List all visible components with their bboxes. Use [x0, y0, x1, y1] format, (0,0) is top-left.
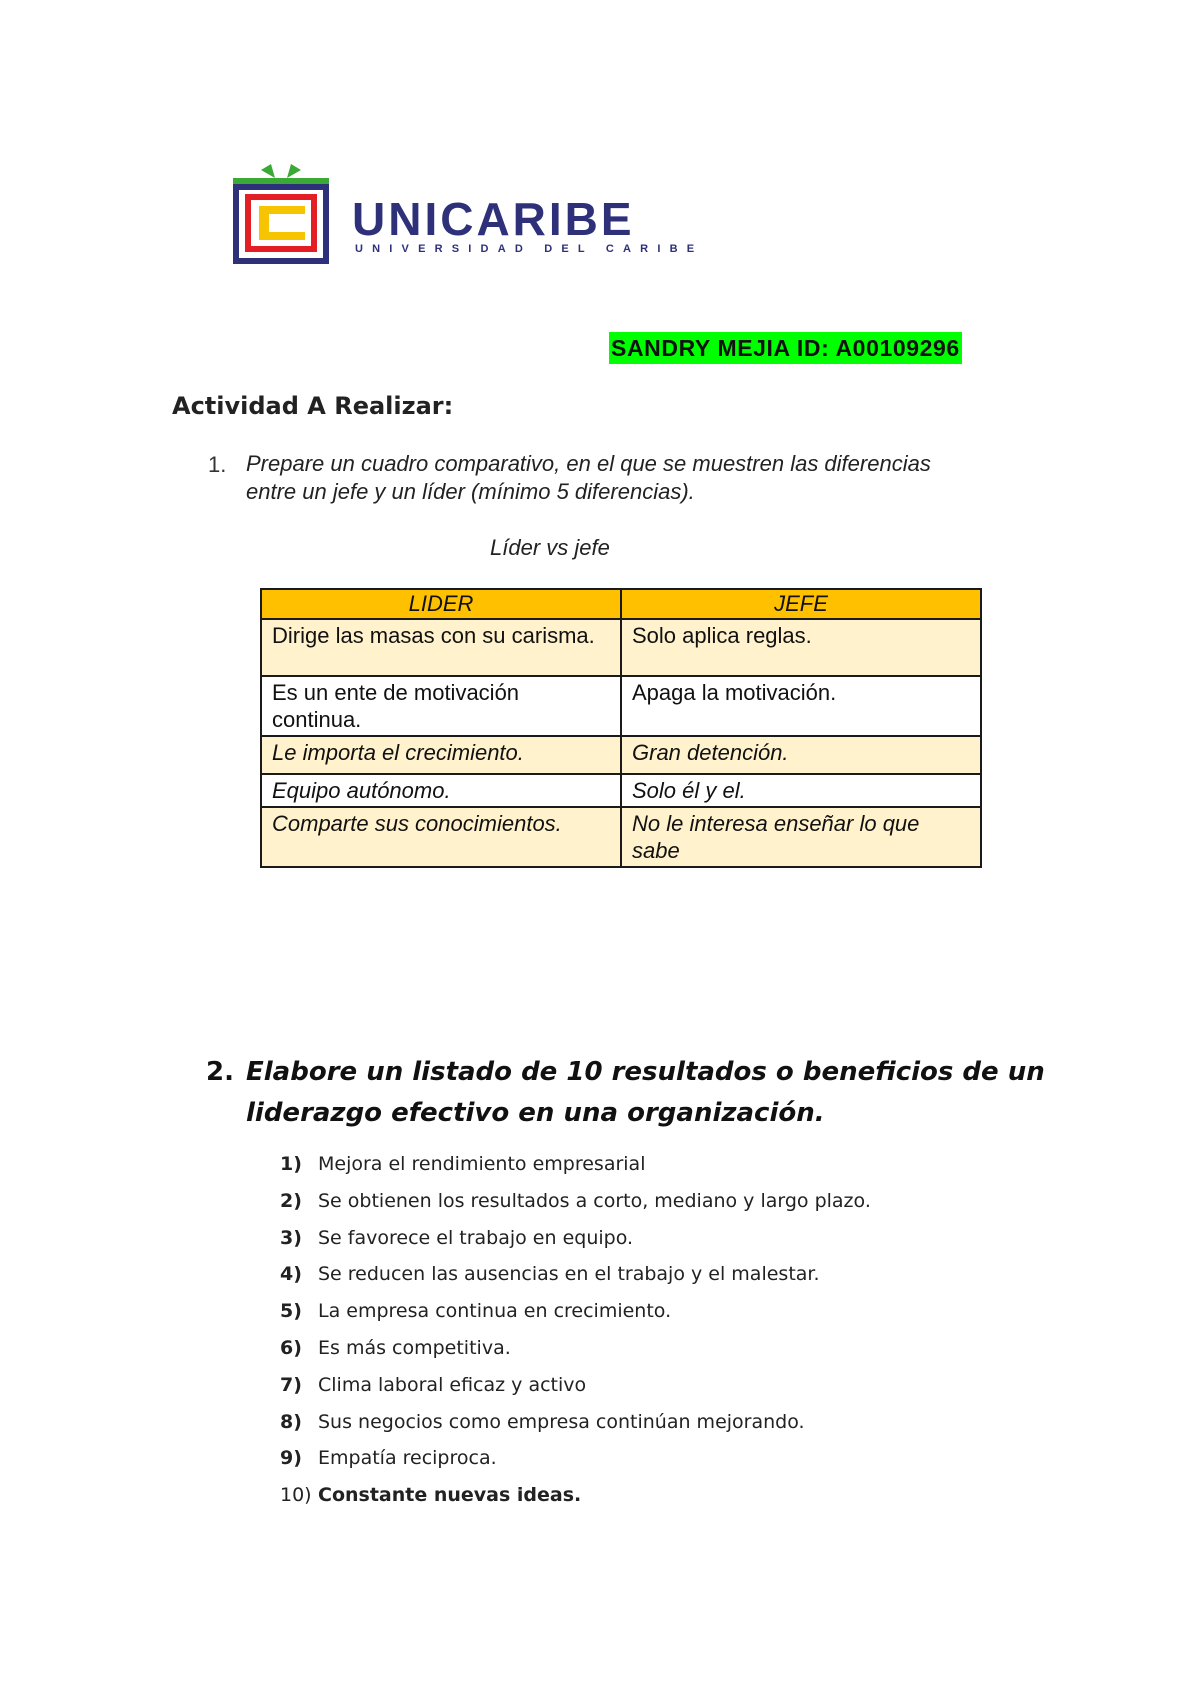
list-item-number: 4) — [280, 1263, 302, 1286]
list-item — [280, 1297, 1080, 1334]
list-item-number: 1) — [280, 1153, 302, 1175]
logo-wordmark: UNICARIBE — [352, 193, 635, 245]
table-row — [261, 619, 981, 676]
benefits-list — [280, 1150, 1080, 1518]
list-item — [280, 1371, 1080, 1408]
list-item — [280, 1224, 1080, 1261]
list-item-number: 2) — [280, 1189, 302, 1212]
question-1-text: Prepare un cuadro comparativo, en el que se muestren las diferencias entre un jefe y un líder (mínimo 5 diferencias). — [246, 451, 931, 504]
comparison-table — [260, 588, 982, 868]
unicaribe-logo-icon — [225, 160, 337, 270]
cell-lider: Dirige las masas con su carisma. — [261, 619, 621, 676]
list-item — [280, 1334, 1080, 1371]
cell-jefe: Solo aplica reglas. — [621, 619, 981, 676]
cell-lider: Comparte sus conocimientos. — [261, 807, 621, 867]
table-row — [261, 807, 981, 867]
list-item-text: Clima laboral eficaz y activo — [318, 1373, 587, 1396]
cell-jefe: No le interesa enseñar lo que sabe — [621, 807, 981, 867]
list-item-text: Se favorece el trabajo en equipo. — [318, 1226, 634, 1249]
table-header-row — [261, 589, 981, 619]
list-item-text: Empatía reciproca. — [318, 1447, 497, 1470]
list-item-text: Se reducen las ausencias en el trabajo y el malestar. — [318, 1263, 820, 1286]
list-item-text: Mejora el rendimiento empresarial — [318, 1153, 646, 1175]
activity-heading: Actividad A Realizar: — [172, 392, 454, 420]
list-item — [280, 1260, 1080, 1297]
list-item — [280, 1444, 1080, 1481]
list-item-number: 9) — [280, 1447, 302, 1470]
table-row — [261, 774, 981, 807]
cell-jefe: Gran detención. — [621, 736, 981, 774]
list-item-number: 6) — [280, 1336, 302, 1359]
list-item — [280, 1408, 1080, 1445]
student-id-label: SANDRY MEJIA ID: A00109296 — [609, 332, 962, 364]
header-jefe: JEFE — [621, 589, 981, 619]
cell-jefe: Apaga la motivación. — [621, 676, 981, 736]
list-item-text: Se obtienen los resultados a corto, mediano y largo plazo. — [318, 1189, 871, 1212]
list-item-number: 10) — [280, 1484, 312, 1507]
cell-lider: Es un ente de motivación continua. — [261, 676, 621, 736]
header-lider: LIDER — [261, 589, 621, 619]
list-item-number: 3) — [280, 1226, 302, 1249]
list-item — [280, 1187, 1080, 1224]
list-item-text: Constante nuevas ideas. — [318, 1484, 582, 1507]
question-1-number: 1. — [208, 452, 227, 477]
list-item-number: 5) — [280, 1300, 302, 1323]
list-item-number: 7) — [280, 1373, 302, 1396]
cell-lider: Equipo autónomo. — [261, 774, 621, 807]
question-2-number: 2. — [206, 1057, 234, 1087]
list-item — [280, 1481, 1080, 1518]
list-item-text: Sus negocios como empresa continúan mejorando. — [318, 1410, 805, 1433]
logo-subtitle: UNIVERSIDAD DEL CARIBE — [355, 243, 704, 255]
table-row — [261, 736, 981, 774]
cell-lider: Le importa el crecimiento. — [261, 736, 621, 774]
cell-jefe: Solo él y el. — [621, 774, 981, 807]
table-row — [261, 676, 981, 736]
list-item — [280, 1150, 1080, 1187]
question-2-text: Elabore un listado de 10 resultados o beneficios de un liderazgo efectivo en una organización. — [246, 1057, 1045, 1128]
list-item-text: La empresa continua en crecimiento. — [318, 1300, 672, 1323]
table-title: Líder vs jefe — [490, 535, 610, 560]
list-item-text: Es más competitiva. — [318, 1336, 511, 1359]
list-item-number: 8) — [280, 1410, 302, 1433]
university-logo — [225, 160, 704, 270]
